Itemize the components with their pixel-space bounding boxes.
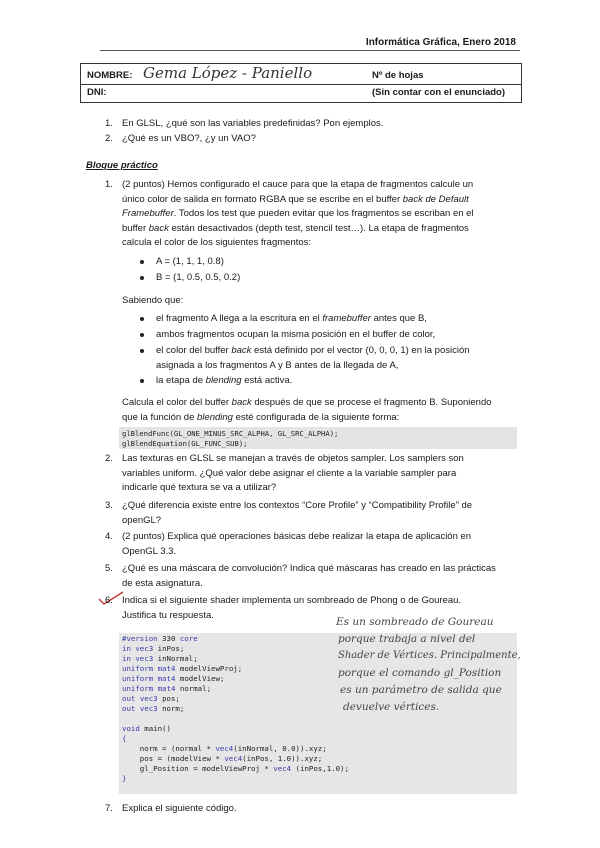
q1-line: calcula el color de los siguientes fragmentos: [122, 237, 312, 249]
q-line: indicarle qué textura se va a utilizar? [122, 482, 277, 494]
student-info-box [80, 63, 522, 103]
question-number: 5. [105, 563, 113, 574]
cond-span: la etapa de [156, 375, 206, 386]
question-number: 1. [105, 179, 113, 190]
question-number: 2. [105, 453, 113, 464]
q-line: openGL? [122, 514, 162, 526]
question-number: 7. [105, 803, 113, 814]
handwritten-answer-line: Shader de Vértices. Principalmente, [338, 650, 521, 661]
q1-span: . Todos los test que pueden evitar que los fragmentos se escriban en el [173, 208, 474, 220]
code-line: void main() [122, 724, 171, 733]
code-line: norm = (normal * vec4(inNormal, 0.0)).xyz; [122, 744, 327, 753]
practical-question-3 [105, 499, 505, 529]
code-line: uniform mat4 modelViewProj; [122, 664, 243, 673]
box-divider [81, 84, 521, 85]
calc-span: Calcula el color del buffer [122, 397, 232, 408]
calc-line [122, 396, 512, 411]
practical-question-1 [105, 178, 505, 254]
handwritten-answer-line: porque el comando gl_Position [338, 667, 502, 679]
question-text [122, 499, 505, 528]
bullet-dot [140, 276, 144, 280]
cond-span: asignada a los fragmentos A y B antes de la llegada de A, [156, 359, 399, 371]
code-line: gl_Position = modelViewProj * vec4 (inPos,1.0); [122, 764, 349, 773]
bullet-dot [140, 260, 144, 264]
condition-text [156, 374, 292, 389]
question-text [122, 530, 505, 559]
bullet-dot [140, 333, 144, 337]
bullet-dot [140, 317, 144, 321]
q-line: Indica si el siguiente shader implementa un sombreado de Phong o de Goureau. [122, 595, 462, 606]
q1-span: back [148, 222, 169, 234]
question-text: Explica el siguiente código. [122, 803, 237, 814]
q-line: ¿Qué es una máscara de convolución? Indica qué máscaras has creado en las prácticas [122, 563, 496, 574]
bullet-dot [140, 379, 144, 383]
calc-span: esté configurada de la siguiente forma: [232, 411, 400, 423]
code-line: uniform mat4 modelView; [122, 674, 225, 683]
q-line: OpenGL 3.3. [122, 545, 177, 557]
q-line: Las texturas en GLSL se manejan a través de objetos sampler. Los samplers son [122, 453, 464, 464]
theory-question-1 [105, 117, 505, 132]
practical-section-title: Bloque práctico [86, 160, 158, 171]
sin-contar-label: (Sin contar con el enunciado) [372, 87, 506, 98]
code-line: in vec3 inNormal; [122, 654, 198, 663]
cond-span: blending [205, 375, 242, 386]
cond-span: antes que B, [370, 313, 427, 324]
blend-code-block [119, 427, 517, 449]
question-number: 6. [105, 595, 113, 606]
question-number: 3. [105, 500, 113, 511]
cond-span: está activa. [241, 375, 293, 386]
cond-span: está definido por el vector (0, 0, 0, 1) en la posición [251, 345, 470, 356]
nombre-handwritten: Gema López - Paniello [143, 64, 313, 82]
q1-span: Framebuffer [122, 208, 174, 220]
code-line: { [122, 734, 127, 743]
q-line: variables uniform. ¿Qué valor debe asignar el cliente a la variable sampler para [122, 467, 457, 479]
cond-span: el fragmento A llega a la escritura en el [156, 313, 323, 324]
code-line: } [122, 774, 127, 783]
cond-span: el color del buffer [156, 345, 232, 356]
code-line: glBlendFunc(GL_ONE_MINUS_SRC_ALPHA, GL_SRC_ALPHA); [122, 429, 339, 438]
sabiendo-text: Sabiendo que: [122, 295, 184, 306]
q-line: de esta asignatura. [122, 577, 203, 589]
fragment-b-text: B = (1, 0.5, 0.5, 0.2) [156, 272, 241, 283]
condition-text [156, 344, 470, 373]
code-line: uniform mat4 normal; [122, 684, 212, 693]
nombre-label: NOMBRE: [87, 70, 133, 81]
cond-span: back [231, 345, 252, 356]
bullet-dot [140, 349, 144, 353]
question-number: 4. [105, 531, 113, 542]
q1-line [122, 222, 505, 237]
handwritten-answer-line: Es un sombreado de Goureau [336, 616, 494, 628]
hojas-label: Nº de hojas [372, 70, 424, 81]
q1-span: único color de salida en formato RGBA que se escribe en el buffer [122, 193, 403, 205]
calc-span: que la función de [122, 411, 198, 423]
practical-question-7 [105, 802, 505, 817]
q-line: ¿Qué diferencia existe entre los contextos “Core Profile” y “Compatibility Profile” de [122, 500, 473, 511]
question-text: En GLSL, ¿qué son las variables predefinidas? Pon ejemplos. [122, 118, 384, 129]
fragment-a-text: A = (1, 1, 1, 0.8) [156, 256, 224, 267]
practical-question-5 [105, 562, 505, 592]
condition-text [156, 312, 427, 327]
code-line: out vec3 pos; [122, 694, 180, 703]
q1-span: buffer [122, 222, 149, 234]
code-line: out vec3 norm; [122, 704, 185, 713]
q1-span: están desactivados (depth test, stencil test…). La etapa de fragmentos [168, 222, 469, 234]
condition-text: ambos fragmentos ocupan la misma posición en el buffer de color, [156, 329, 436, 340]
practical-question-4 [105, 530, 505, 560]
dni-row [87, 87, 515, 105]
q-line: Justifica tu respuesta. [122, 609, 214, 621]
question-number: 2. [105, 133, 113, 144]
calc-span: back [231, 397, 252, 408]
question-text [122, 562, 505, 591]
handwritten-answer-line: es un parámetro de salida que [340, 684, 502, 696]
q1-line [122, 193, 505, 208]
question-text [122, 178, 505, 251]
header-rule [100, 50, 520, 51]
calc-span: blending [197, 411, 233, 423]
cond-span: framebuffer [322, 313, 371, 324]
code-line: #version 330 core [122, 634, 198, 643]
q-line: (2 puntos) Explica qué operaciones básicas debe realizar la etapa de aplicación en [122, 531, 472, 542]
q1-span: back de Default [402, 193, 469, 205]
code-line: pos = (modelView * vec4(inPos, 1.0)).xyz; [122, 754, 323, 763]
question-text [122, 452, 505, 496]
q1-line: (2 puntos) Hemos configurado el cauce para que la etapa de fragmentos calcule un [122, 179, 474, 190]
code-line: in vec3 inPos; [122, 644, 185, 653]
handwritten-answer-line: devuelve vértices. [343, 701, 440, 713]
theory-question-2 [105, 132, 505, 147]
practical-question-2 [105, 452, 505, 497]
calculate-text [122, 396, 512, 425]
calc-span: después de que se procese el fragmento B. Suponiendo [251, 397, 492, 408]
handwritten-answer-line: porque trabaja a nivel del [338, 633, 476, 645]
code-line: glBlendEquation(GL_FUNC_SUB); [122, 439, 248, 448]
q1-line [122, 207, 505, 222]
dni-label: DNI: [87, 87, 107, 98]
question-text: ¿Qué es un VBO?, ¿y un VAO? [122, 133, 256, 144]
course-header: Informática Gráfica, Enero 2018 [365, 37, 516, 48]
calc-line [122, 411, 512, 426]
question-number: 1. [105, 118, 113, 129]
